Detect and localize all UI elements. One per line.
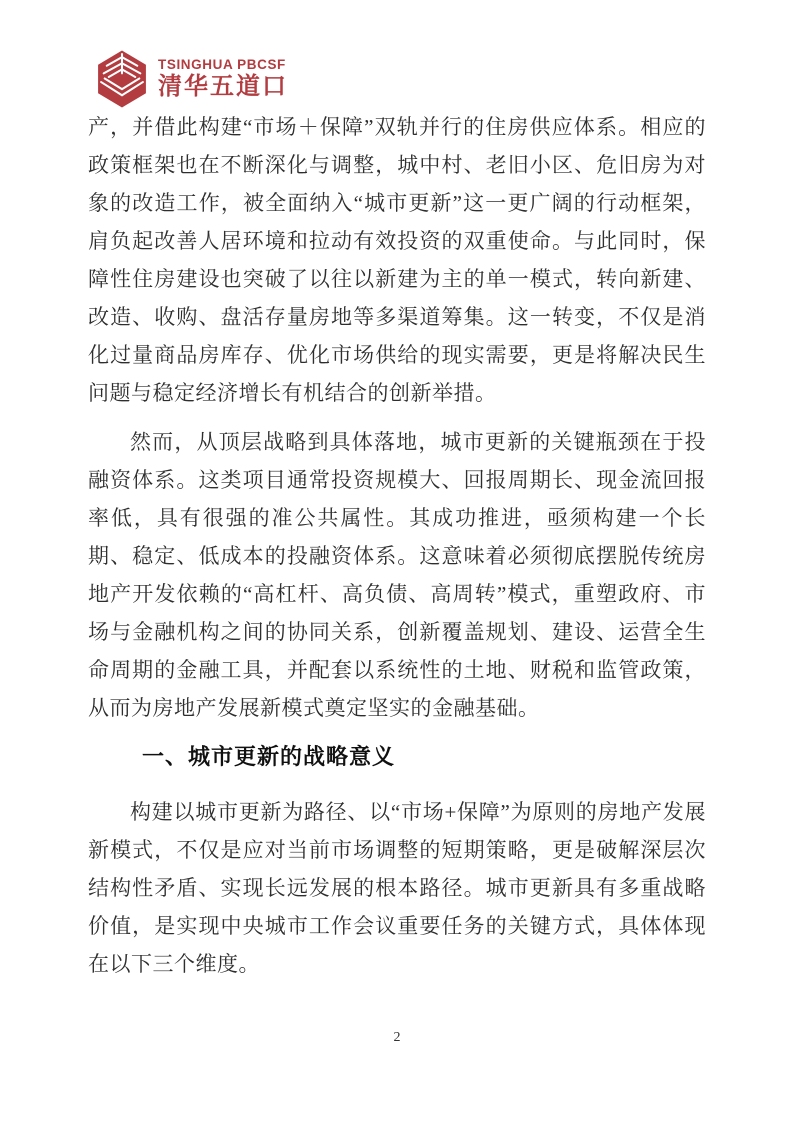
logo-text bbox=[158, 57, 288, 101]
page-number: 2 bbox=[393, 1030, 401, 1045]
body-paragraph-2: 然而，从顶层战略到具体落地，城市更新的关键瓶颈在于投融资体系。这类项目通常投资规模大、回报周期长、现金流回报率低，具有很强的准公共属性。其成功推进，亟须构建一个长期、稳定、低成本的投融资体系。这意味着必须彻底摆脱传统房地产开发依赖的“高杠杆、高负债、高周转”模式，重塑政府、市场与金融机构之间的协同关系，创新覆盖规划、建设、运营全生命周期的金融工具，并配套以系统性的土地、财税和监管政策，从而为房地产发展新模式奠定坚实的金融基础。 bbox=[88, 430, 706, 720]
logo bbox=[95, 50, 288, 108]
body-paragraph-1: 产，并借此构建“市场＋保障”双轨并行的住房供应体系。相应的政策框架也在不断深化与调整，城中村、老旧小区、危旧房为对象的改造工作，被全面纳入“城市更新”这一更广阔的行动框架，肩负起改善人居环境和拉动有效投资的双重使命。与此同时，保障性住房建设也突破了以往以新建为主的单一模式，转向新建、改造、收购、盘活存量房地等多渠道筹集。这一转变，不仅是消化过量商品房库存、优化市场供给的现实需要，更是将解决民生问题与稳定经济增长有机结合的创新举措。 bbox=[88, 115, 706, 405]
document-body bbox=[88, 108, 706, 994]
logo-text-en: TSINGHUA PBCSF bbox=[158, 57, 286, 72]
section-heading: 一、城市更新的战略意义 bbox=[142, 744, 396, 769]
body-paragraph-3: 构建以城市更新为路径、以“市场+保障”为原则的房地产发展新模式，不仅是应对当前市场调整的短期策略，更是破解深层次结构性矛盾、实现长远发展的根本路径。城市更新具有多重战略价值，是实现中央城市工作会议重要任务的关键方式，具体体现在以下三个维度。 bbox=[88, 800, 706, 976]
hexagon-cube-icon bbox=[95, 50, 149, 108]
logo-text-cn: 清华五道口 bbox=[158, 73, 288, 100]
